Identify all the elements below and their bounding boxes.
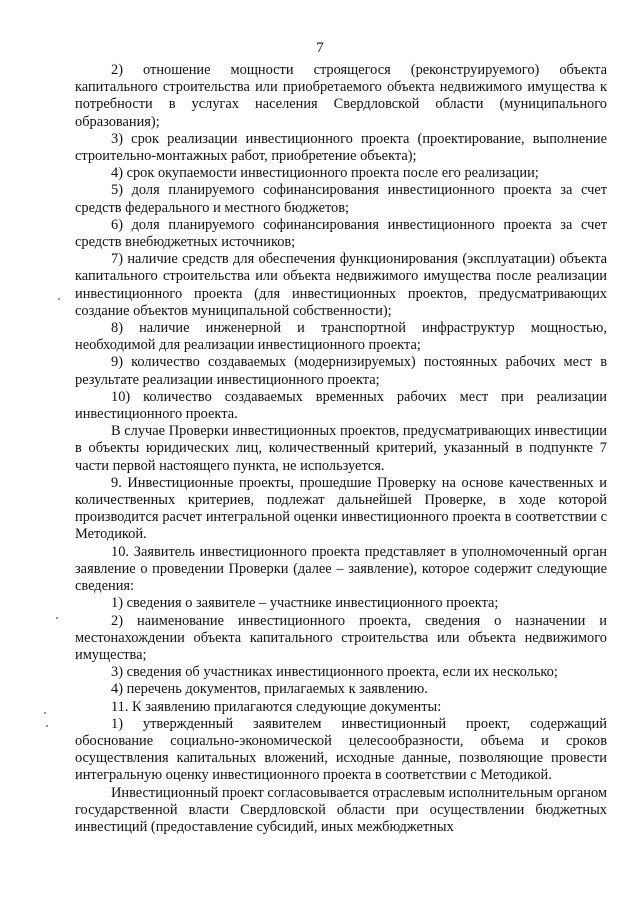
scan-speck (46, 725, 48, 727)
paragraph-section-10: 10. Заявитель инвестиционного проекта представляет в уполномоченный орган заявление о проведении Проверки (далее – заявление), которое содержит следующие сведения: (75, 543, 607, 595)
paragraph-item-3: 3) срок реализации инвестиционного проекта (проектирование, выполнение строительно-монтажных работ, приобретение объекта); (75, 130, 607, 165)
document-body (75, 62, 607, 836)
paragraph-item-4: 4) срок окупаемости инвестиционного проекта после его реализации; (111, 165, 539, 182)
paragraph-item-7: 7) наличие средств для обеспечения функционирования (эксплуатации) объекта капитального строительства или объекта недвижимого имущества после реализации инвестиционного проекта (для инвестиционных проектов, предусматривающих создание объектов муниципальной собственности); (75, 251, 607, 319)
paragraph-application-item-1: 1) сведения о заявителе – участнике инвестиционного проекта; (111, 595, 499, 612)
scan-speck (56, 617, 58, 619)
paragraph-application-item-3: 3) сведения об участниках инвестиционного проекта, если их несколько; (111, 664, 558, 681)
scan-speck (44, 712, 46, 714)
paragraph-section-9: 9. Инвестиционные проекты, прошедшие Проверку на основе качественных и количественных критериев, подлежат дальнейшей Проверке, в ходе которой производится расчет интегральной оценки инвестиционного проекта в соответствии с Методикой. (75, 474, 607, 543)
paragraph-approval-note: Инвестиционный проект согласовывается отраслевым исполнительным органом государственной власти Свердловской области при осуществлении бюджетных инвестиций (предоставление субсидий, иных межбюджетных (75, 784, 607, 835)
paragraph-item-2: 2) отношение мощности строящегося (реконструируемого) объекта капитального строительства или приобретаемого объекта недвижимого имущества к потребности в услугах населения Свердловской области (муниципального образования); (75, 62, 607, 130)
paragraph-item-6: 6) доля планируемого софинансирования инвестиционного проекта за счет средств внебюджетных источников; (75, 216, 607, 251)
paragraph-application-item-4: 4) перечень документов, прилагаемых к заявлению. (111, 681, 428, 698)
paragraph-documents-item-1: 1) утвержденный заявителем инвестиционный проект, содержащий обоснование социально-экономической целесообразности, объема и сроков осуществления капитальных вложений, исходные данные, позволяющие провести интегральную оценку инвестиционного проекта в соответствии с Методикой. (75, 715, 607, 784)
paragraph-item-5: 5) доля планируемого софинансирования инвестиционного проекта за счет средств федерального и местного бюджетов; (75, 182, 607, 216)
paragraph-item-9: 9) количество создаваемых (модернизируемых) постоянных рабочих мест в результате реализации инвестиционного проекта; (75, 354, 607, 388)
paragraph-item-10: 10) количество создаваемых временных рабочих мест при реализации инвестиционного проекта. (75, 388, 607, 423)
scan-speck (58, 298, 60, 300)
paragraph-section-11: 11. К заявлению прилагаются следующие документы: (111, 698, 442, 715)
paragraph-application-item-2: 2) наименование инвестиционного проекта, сведения о назначении и местонахождении объекта капитального строительства или объекта недвижимого имущества; (75, 612, 607, 663)
page-number: 7 (316, 40, 324, 56)
paragraph-exception-note: В случае Проверки инвестиционных проектов, предусматривающих инвестиции в объекты юридических лиц, количественный критерий, указанный в подпункте 7 части первой настоящего пункта, не используется. (75, 423, 607, 474)
paragraph-item-8: 8) наличие инженерной и транспортной инфраструктур мощностью, необходимой для реализации инвестиционного проекта; (75, 320, 607, 354)
